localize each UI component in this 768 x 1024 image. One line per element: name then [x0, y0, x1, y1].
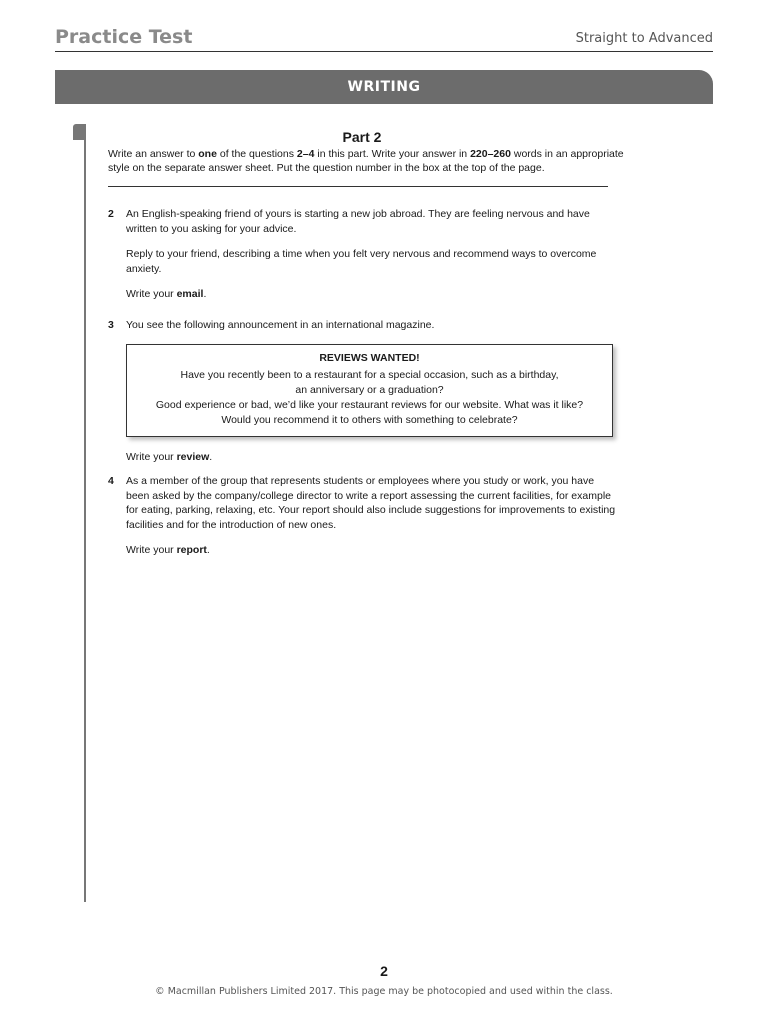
copyright-notice: © Macmillan Publishers Limited 2017. This page may be photocopied and used within the class.	[155, 986, 613, 997]
question-4	[108, 474, 618, 569]
header-divider	[55, 51, 713, 52]
question-number: 3	[108, 319, 114, 331]
question-number: 4	[108, 475, 114, 487]
announcement-line: an anniversary or a graduation?	[295, 383, 444, 396]
header-title: Practice Test	[55, 26, 193, 48]
announcement-line: Have you recently been to a restaurant for a special occasion, such as a birthday,	[180, 368, 559, 381]
question-text: An English-speaking friend of yours is starting a new job abroad. They are feeling nervous and have written to you asking for your advice.	[126, 208, 590, 235]
question-text: Reply to your friend, describing a time when you felt very nervous and recommend ways to overcome anxiety.	[126, 248, 597, 275]
announcement-heading: REVIEWS WANTED!	[319, 351, 420, 364]
margin-bar	[84, 124, 86, 902]
section-banner	[55, 70, 713, 104]
question-number: 2	[108, 208, 114, 220]
course-name: Straight to Advanced	[575, 31, 713, 46]
instructions-divider	[108, 186, 608, 187]
question-text: As a member of the group that represents students or employees where you study or work, you have been asked by the company/college director to write a report assessing the current facilities, for example for eating, parking, relaxing, etc. Your report should also include suggestions for improvements to existing facilities and for the introduction of new ones.	[126, 475, 616, 531]
announcement-line: Would you recommend it to others with something to celebrate?	[221, 413, 518, 426]
part-title: Part 2	[342, 129, 382, 145]
announcement-line: Good experience or bad, we’d like your restaurant reviews for our website. What was it like?	[155, 398, 584, 411]
question-text: You see the following announcement in an international magazine.	[126, 319, 435, 331]
write-instruction: Write your report.	[126, 544, 210, 556]
write-instruction: Write your review.	[126, 450, 213, 463]
announcement-box	[126, 344, 613, 437]
question-2	[108, 207, 618, 313]
question-3	[108, 318, 618, 475]
write-instruction: Write your email.	[126, 288, 207, 300]
part-instructions: Write an answer to one of the questions 2–4 in this part. Write your answer in 220–260 words in an appropriate style on the separate answer sheet. Put the question number in the box at the top of the page.	[108, 148, 624, 174]
page-number: 2	[380, 963, 388, 979]
section-banner-label: WRITING	[347, 79, 421, 95]
